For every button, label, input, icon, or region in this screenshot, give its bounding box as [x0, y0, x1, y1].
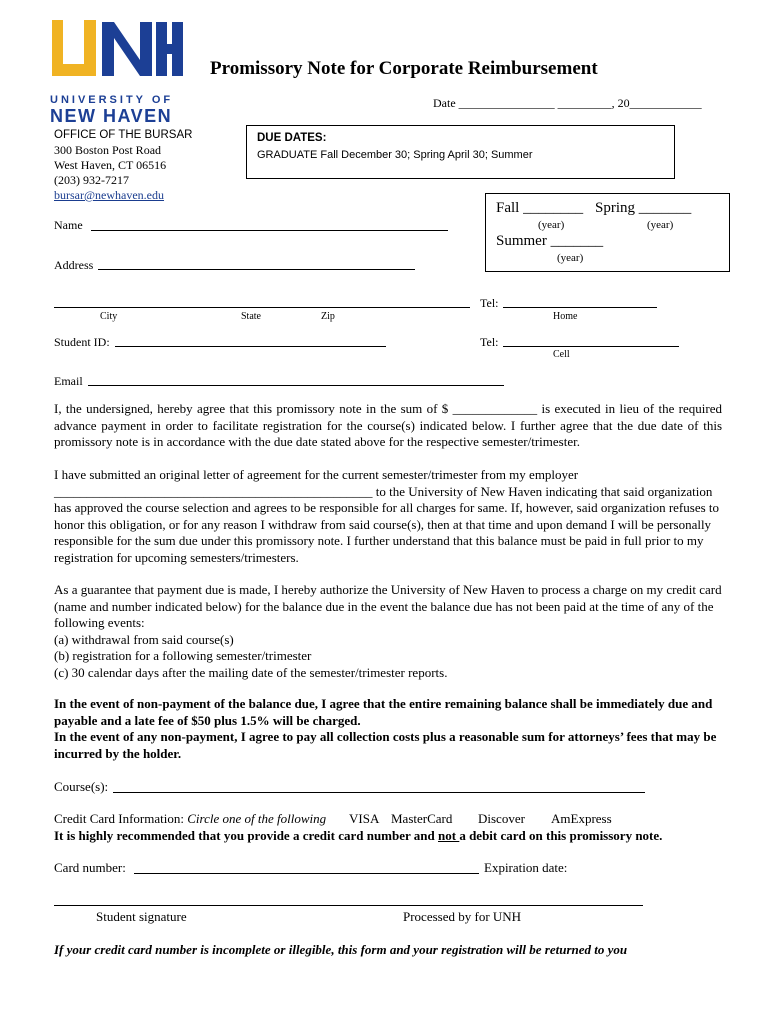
student-id-input[interactable] — [115, 346, 386, 347]
date-row — [433, 96, 702, 111]
guarantee-item: (b) registration for a following semester/trimester — [54, 648, 312, 663]
unh-logo — [50, 18, 190, 130]
card-option-discover[interactable]: Discover — [478, 811, 525, 826]
due-dates-box — [246, 125, 675, 179]
processed-by-caption: Processed by for UNH — [403, 909, 522, 924]
courses-input[interactable] — [113, 792, 645, 793]
summer-year-caption: (year) — [557, 252, 584, 264]
date-label: Date — [433, 96, 456, 110]
fall-field[interactable]: Fall ________ — [496, 200, 584, 216]
bursar-address — [54, 128, 192, 203]
card-option-visa[interactable]: VISA — [349, 811, 380, 826]
tel-cell-label: Tel: — [480, 335, 499, 349]
name-input[interactable] — [91, 230, 448, 231]
guarantee-item: (a) withdrawal from said course(s) — [54, 631, 234, 647]
agreement-paragraph: I, the undersigned, hereby agree that this promissory note in the sum of $ _____________ is executed in lieu of the required advance payment in order to facilitate registration for the course(s) indicated below. I further agree that the due date of this promissory note is in accordance with the due date stated above for the respective semester/trimester. — [54, 401, 722, 449]
card-option-amexpress[interactable]: AmExpress — [551, 811, 612, 826]
fall-year-caption: (year) — [538, 219, 565, 231]
home-caption: Home — [553, 311, 578, 322]
summer-field[interactable]: Summer _______ — [496, 233, 604, 249]
expiration-label: Expiration date: — [484, 860, 568, 875]
bursar-office: OFFICE OF THE BURSAR — [54, 129, 193, 141]
bursar-city: West Haven, CT 06516 — [54, 158, 167, 172]
logo-new-haven: NEW HAVEN — [50, 106, 173, 126]
cell-caption: Cell — [553, 349, 570, 360]
student-signature-caption: Student signature — [96, 909, 187, 924]
name-label: Name — [54, 218, 83, 232]
city-caption: City — [100, 311, 118, 322]
address-label: Address — [54, 258, 94, 272]
bursar-email-link[interactable]: bursar@newhaven.edu — [54, 188, 165, 202]
due-dates-heading: DUE DATES: — [257, 132, 327, 144]
not-emphasis: not — [438, 828, 460, 843]
credit-card-row — [54, 811, 326, 827]
footer-warning: If your credit card number is incomplete or illegible, this form and your registration will be returned to you — [54, 942, 628, 957]
address-input[interactable] — [98, 269, 415, 270]
late-fee-notice — [54, 696, 722, 762]
date-field[interactable]: ________________ _________, 20____________ — [458, 96, 702, 110]
student-id-label: Student ID: — [54, 335, 110, 349]
logo-university-of: UNIVERSITY OF — [50, 94, 174, 106]
zip-caption: Zip — [321, 311, 335, 322]
debit-card-warning: It is highly recommended that you provide a credit card number and not a debit card on this promissory note. — [54, 828, 663, 843]
city-state-zip-input[interactable] — [54, 307, 470, 308]
tel-home-input[interactable] — [503, 307, 657, 308]
bursar-phone: (203) 932-7217 — [54, 173, 129, 187]
signature-input[interactable] — [54, 905, 643, 906]
circle-instruction: Circle one of the following — [187, 811, 327, 826]
guarantee-section — [54, 582, 722, 681]
semester-box — [485, 193, 730, 272]
page-title: Promissory Note for Corporate Reimbursement — [210, 58, 598, 79]
spring-year-caption: (year) — [647, 219, 674, 231]
courses-label: Course(s): — [54, 779, 109, 794]
tel-cell-input[interactable] — [503, 346, 679, 347]
collection-costs-text: In the event of any non-payment, I agree to pay all collection costs plus a reasonable sum for attorneys’ fees that may be incurred by the holder. — [54, 729, 717, 761]
guarantee-intro: As a guarantee that payment due is made, I hereby authorize the University of New Haven to process a charge on my credit card (name and number indicated below) for the balance due in the event the balance due has not been paid at the time of any of the following events: — [54, 582, 722, 630]
card-number-label: Card number: — [54, 860, 126, 875]
due-dates-text: GRADUATE Fall December 30; Spring April 30; Summer — [257, 149, 533, 161]
bursar-street: 300 Boston Post Road — [54, 143, 162, 157]
credit-card-label: Credit Card Information: — [54, 811, 184, 826]
late-fee-text: In the event of non-payment of the balance due, I agree that the entire remaining balance shall be immediately due and payable and a late fee of $50 plus 1.5% will be charged. — [54, 696, 713, 728]
email-label: Email — [54, 374, 83, 388]
tel-home-label: Tel: — [480, 296, 499, 310]
unh-logo-mark — [50, 18, 184, 80]
state-caption: State — [241, 311, 261, 322]
email-input[interactable] — [88, 385, 504, 386]
spring-field[interactable]: Spring _______ — [595, 200, 692, 216]
guarantee-item: (c) 30 calendar days after the mailing date of the semester/trimester reports. — [54, 664, 448, 680]
card-number-input[interactable] — [134, 873, 479, 874]
card-option-mastercard[interactable]: MasterCard — [391, 811, 453, 826]
employer-paragraph: I have submitted an original letter of agreement for the current semester/trimester from my employer _________________________________________________ to the University of New Haven indicating that said organization has approved the course selection and agrees to be responsible for all charges for same. If, however, said organization refuses to honor this obligation, or for any reason I withdraw from said course(s), then at that time and upon demand I will be personally responsible for the sum due under this promissory note. I further understand that this balance must be paid in full prior to my registration for upcoming semesters/trimesters. — [54, 467, 720, 565]
